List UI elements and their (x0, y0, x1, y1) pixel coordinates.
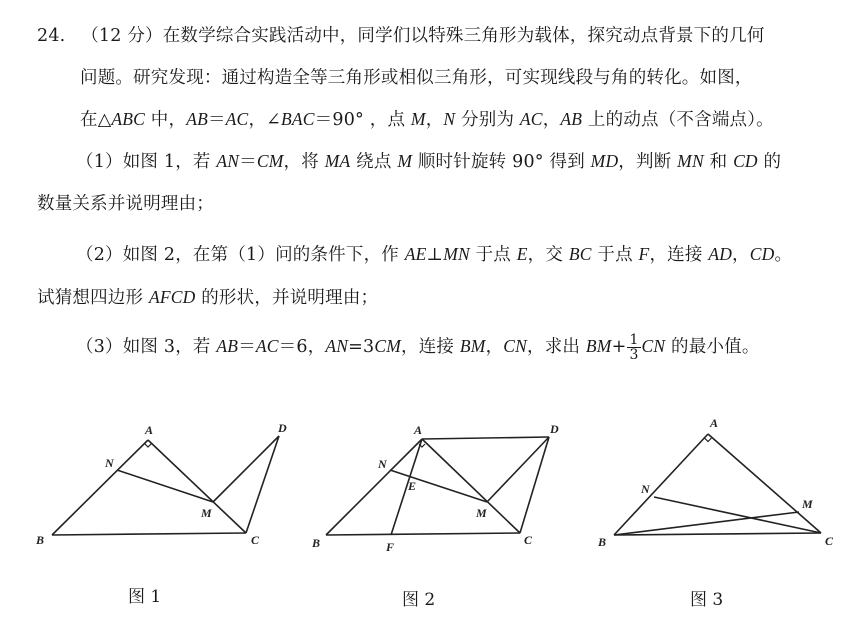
text: ，∠ (248, 110, 282, 130)
segment-ad (422, 437, 549, 439)
math-var: CN (503, 336, 528, 356)
math-var: BM (585, 336, 612, 356)
text: ，连接 (401, 337, 460, 357)
text: 顺时针旋转 90° 得到 (412, 152, 591, 172)
label-f: F (386, 540, 395, 554)
fraction-denominator: 3 (629, 347, 639, 363)
label-a: A (414, 423, 423, 437)
math-var: N (443, 109, 456, 129)
text: 的最小值。 (665, 337, 760, 357)
label-d: D (278, 421, 287, 435)
text: 于点 (469, 245, 517, 265)
math-var: AD (708, 244, 733, 264)
segment-bc (52, 533, 246, 535)
text: + (611, 337, 627, 357)
segment-bm (614, 512, 799, 535)
intro-line-1: 在数学综合实践活动中，同学们以特殊三角形为载体，探究动点背景下的几何 (162, 26, 765, 46)
math-var: CM (374, 336, 402, 356)
segment-ac (708, 434, 821, 533)
text: ，连接 (649, 245, 709, 265)
label-d: D (550, 422, 559, 436)
text: （3）如图 3，若 (76, 337, 217, 357)
math-var: AC (519, 109, 543, 129)
text: 。 (774, 245, 793, 265)
math-var: MN (677, 151, 704, 171)
text: ，判断 (618, 152, 678, 172)
label-m: M (201, 506, 212, 520)
math-var: CD (749, 244, 775, 264)
fraction-numerator: 1 (629, 332, 639, 348)
segment-dc (246, 436, 279, 533)
math-var: ABC (111, 109, 146, 129)
text: ， (485, 337, 504, 357)
text: ，求出 (527, 337, 586, 357)
label-b: B (36, 533, 45, 547)
label-m: M (476, 506, 487, 520)
text: =3 (348, 337, 375, 357)
right-angle-mark (705, 438, 712, 442)
text: 上的动点（不含端点）。 (582, 110, 774, 130)
label-m: M (802, 497, 813, 511)
segment-md (213, 436, 279, 502)
text: 的形状，并说明理由； (195, 288, 379, 308)
math-var: AN (325, 336, 349, 356)
part1-line-2: 数量关系并说明理由； (37, 194, 214, 214)
text: ＝6， (278, 337, 326, 357)
text: ＝ (239, 152, 257, 172)
problem-number: 24. (37, 26, 66, 46)
text: ， (425, 110, 444, 130)
text: （1）如图 1，若 (76, 152, 217, 172)
text: 和 (703, 152, 734, 172)
text: ， (542, 110, 561, 130)
math-var: CD (733, 151, 758, 171)
math-var: AN (216, 151, 240, 171)
math-var: AC (225, 109, 249, 129)
segment-ac (148, 440, 246, 533)
text: （2）如图 2，在第（1）问的条件下，作 (76, 245, 405, 265)
text: 的 (757, 152, 782, 172)
label-b: B (312, 536, 321, 550)
text: ，交 (527, 245, 569, 265)
label-e: E (408, 479, 417, 493)
segment-ab (52, 440, 148, 535)
label-a: A (710, 416, 719, 430)
label-c: C (251, 533, 260, 547)
math-var: BAC (281, 109, 315, 129)
label-n: N (378, 457, 387, 471)
label-b: B (598, 535, 607, 549)
text: ，将 (283, 152, 325, 172)
label-n: N (641, 482, 650, 496)
figure-2-caption: 图 2 (402, 590, 436, 610)
math-var: AB (186, 109, 208, 129)
problem-points: （12 分） (81, 26, 163, 46)
text: 试猜想四边形 (37, 288, 149, 308)
label-a: A (145, 423, 154, 437)
right-angle-mark (145, 444, 152, 448)
text: 于点 (591, 245, 639, 265)
figure-1-caption: 图 1 (128, 587, 162, 607)
text: 中， (145, 110, 187, 130)
text: ＝90° ，点 (314, 110, 411, 130)
text: ＝ (207, 110, 226, 130)
segment-nm (390, 470, 487, 502)
figure-3 (597, 416, 834, 549)
math-var: F (638, 244, 650, 264)
math-var: AE (404, 244, 427, 264)
figure-2 (311, 422, 559, 554)
text: 在△ (80, 110, 112, 130)
math-var: AB (560, 109, 583, 129)
intro-line-2: 问题。研究发现：通过构造全等三角形或相似三角形，可实现线段与角的转化。如图， (80, 68, 753, 88)
math-var: AFCD (148, 287, 196, 307)
math-var: MA (324, 151, 351, 171)
segment-nm (117, 470, 213, 502)
math-var: M (410, 109, 426, 129)
math-var: MD (590, 151, 619, 171)
text: ， (732, 245, 750, 265)
math-var: E (516, 244, 528, 264)
segment-bc (614, 533, 821, 535)
math-var: BM (459, 336, 486, 356)
math-var: MN (443, 244, 470, 264)
math-var: CM (256, 151, 284, 171)
math-var: BC (568, 244, 592, 264)
label-c: C (524, 533, 533, 547)
text: 分别为 (455, 110, 520, 130)
label-n: N (105, 456, 114, 470)
figure-3-caption: 图 3 (690, 590, 724, 610)
segment-bc (326, 533, 520, 535)
text: ＝ (238, 337, 256, 357)
math-var: CN (641, 336, 666, 356)
text: ⊥ (426, 245, 444, 265)
math-var: M (397, 151, 413, 171)
segment-ab (614, 434, 708, 535)
math-var: AC (255, 336, 279, 356)
figure-1 (35, 421, 287, 547)
text: 绕点 (350, 152, 398, 172)
label-c: C (825, 534, 834, 548)
math-var: AB (216, 336, 239, 356)
